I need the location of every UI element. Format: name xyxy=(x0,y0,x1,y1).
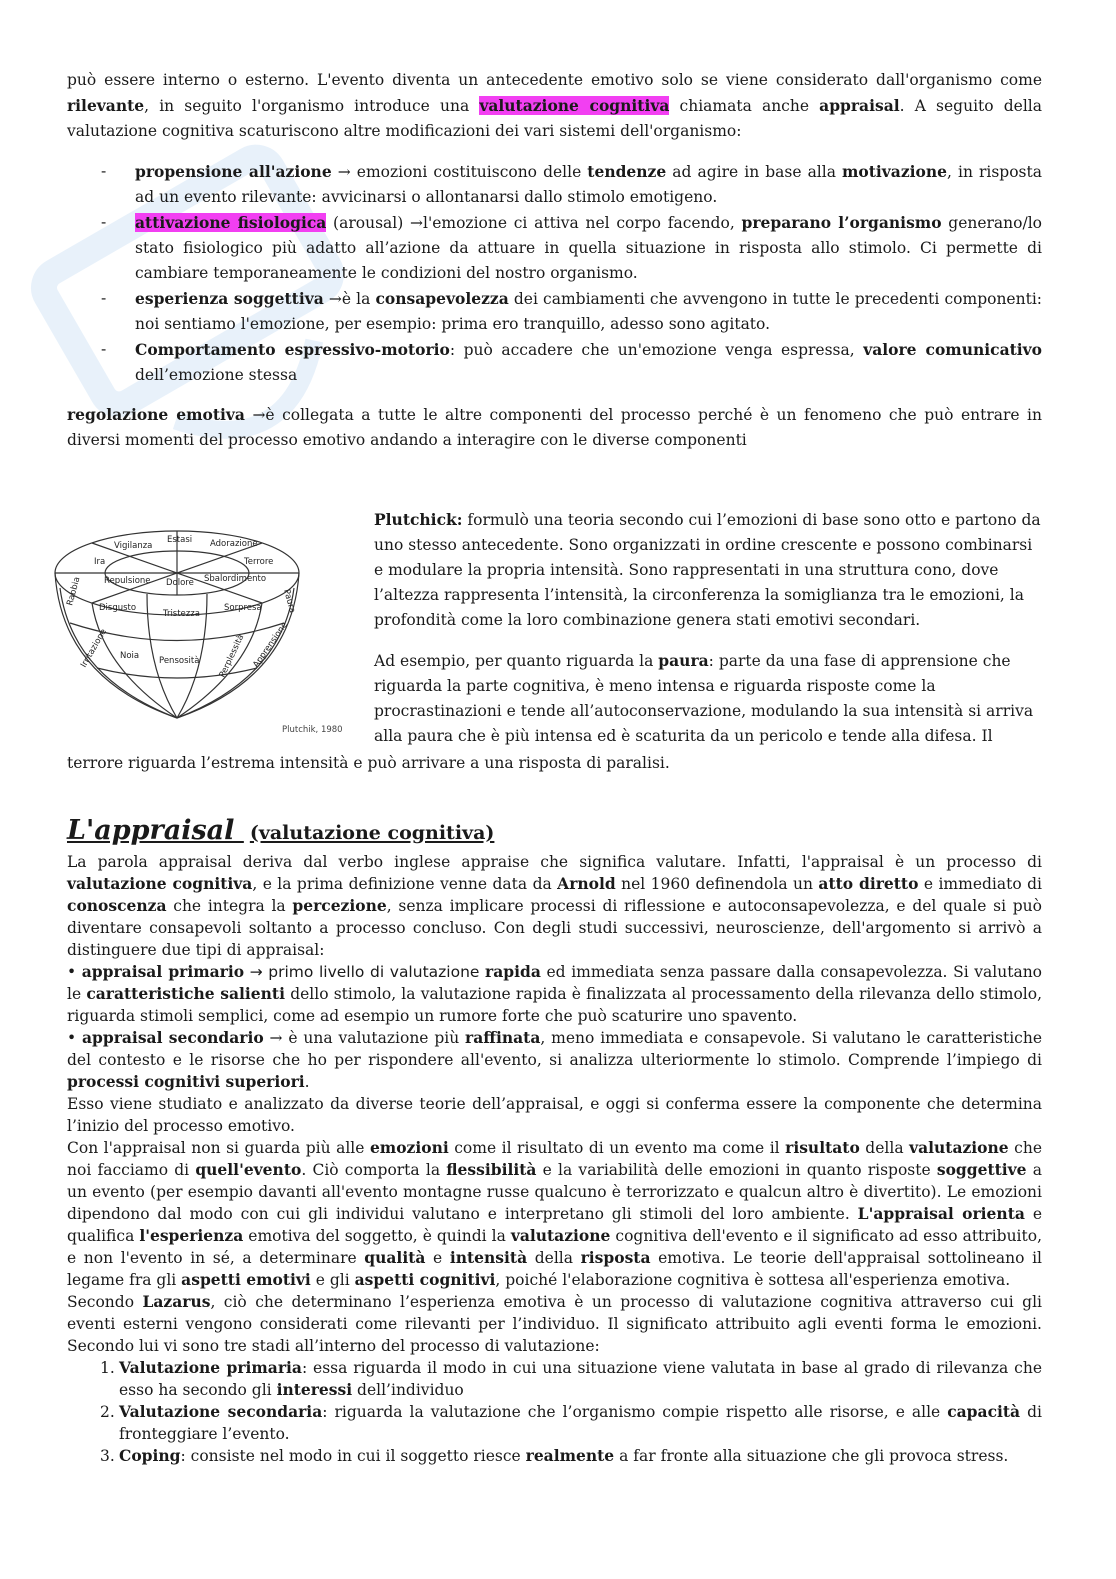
text-span: che integra la xyxy=(166,897,293,915)
text-span: può essere interno o esterno. L'evento diventa un antecedente emotivo solo se viene considerato dall'organismo come xyxy=(67,71,1042,89)
list-item xyxy=(67,1401,1042,1445)
text-span: Con l'appraisal non si guarda più alle xyxy=(67,1139,370,1157)
text-span: e la variabilità delle emozioni in quanto risposte xyxy=(536,1161,937,1179)
bold-term: Coping xyxy=(119,1446,181,1465)
list-item xyxy=(67,210,1042,286)
text-span: come il risultato di un evento ma come il xyxy=(448,1139,786,1157)
text-span: Secondo xyxy=(67,1293,143,1311)
text-span: → emozioni costituiscono delle xyxy=(331,163,588,181)
bold-term: appraisal secondario xyxy=(82,1028,264,1047)
bold-term: rapida xyxy=(485,962,541,981)
label-noia: Noia xyxy=(120,651,140,661)
bold-term: Valutazione primaria xyxy=(119,1358,302,1377)
bold-term: capacità xyxy=(947,1402,1021,1421)
text-span: . A seguito della valutazione cognitiva scaturiscono altre modificazioni dei vari sistemi dell'organismo: xyxy=(67,97,1043,140)
text-span: della xyxy=(527,1249,581,1267)
bold-term: regolazione emotiva xyxy=(67,405,245,424)
list-item xyxy=(67,286,1042,337)
plutchik-text xyxy=(374,507,1042,764)
bold-term: valutazione cognitiva xyxy=(67,874,253,893)
list-item xyxy=(67,1445,1042,1467)
text-span: e xyxy=(425,1249,450,1267)
label-ira: Ira xyxy=(94,557,106,567)
bold-term: valutazione xyxy=(909,1138,1009,1157)
bold-term: Lazarus xyxy=(142,1292,211,1311)
bold-term: risposta xyxy=(580,1248,651,1267)
label-dolore: Dolore xyxy=(166,578,194,588)
text-span: dello stimolo, la valutazione rapida è finalizzata al processamento della rilevanza dello stimolo, riguarda stimoli semplici, come ad esempio un rumore forte che può scaturire uno spavento. xyxy=(67,985,1043,1025)
bold-term: caratteristiche salienti xyxy=(86,984,285,1003)
list-number: 3. xyxy=(100,1447,115,1465)
text-span: , in seguito l'organismo introduce una xyxy=(144,97,480,115)
plutchik-continuation: terrore riguarda l’estrema intensità e può arrivare a una risposta di paralisi. xyxy=(67,754,670,772)
bold-term: risultato xyxy=(785,1138,860,1157)
bullet: • xyxy=(67,1029,82,1047)
text-span: nel 1960 definendola un xyxy=(615,875,819,893)
text-span: : consiste nel modo in cui il soggetto riesce xyxy=(180,1447,526,1465)
appraisal-paragraph xyxy=(67,1137,1042,1291)
text-span: emotiva. Le teorie dell'appraisal sottolineano il legame fra gli xyxy=(67,1249,1042,1289)
bold-term: processi cognitivi superiori xyxy=(67,1072,305,1091)
bold-term: rilevante xyxy=(67,96,145,115)
list-number: 1. xyxy=(100,1359,115,1377)
text-span: → primo livello di valutazione xyxy=(244,963,486,981)
list-dash: - xyxy=(101,162,107,180)
text-span: e immediato di xyxy=(918,875,1042,893)
text-span: : riguarda la valutazione che l’organismo compie rispetto alle risorse, e alle xyxy=(322,1403,948,1421)
text-span: cognitiva dell'evento e il significato ad esso attribuito, e non l'evento in sé, a determinare xyxy=(67,1227,1043,1267)
label-irritazione: Irritazione xyxy=(78,627,110,670)
list-dash: - xyxy=(101,289,107,307)
label-terrore: Terrore xyxy=(244,557,274,567)
bold-term: intensità xyxy=(449,1248,528,1267)
regolazione-paragraph xyxy=(67,402,1042,453)
bold-term: Comportamento espressivo-motorio xyxy=(135,340,450,359)
label-perplessita: Perplessità xyxy=(217,633,247,680)
label-adorazione: Adorazione xyxy=(210,539,258,549)
text-span: dell’individuo xyxy=(352,1381,464,1399)
text-span: ed immediata senza passare dalla consapevolezza. Si valutano le xyxy=(67,963,1043,1003)
label-estasi: Estasi xyxy=(167,535,193,545)
label-rabbia: Rabbia xyxy=(65,575,83,607)
appraisal-body xyxy=(67,851,1042,1467)
appraisal-paragraph xyxy=(67,851,1042,961)
components-list xyxy=(67,159,1042,388)
text-span: La parola appraisal deriva dal verbo inglese appraise che significa valutare. Infatti, l'appraisal è un processo di xyxy=(67,853,1042,871)
label-sorpresa: Sorpresa xyxy=(224,603,262,613)
plutchik-paragraph xyxy=(374,507,1042,633)
highlighted-term: valutazione cognitiva xyxy=(479,96,670,115)
bold-term: qualità xyxy=(364,1248,426,1267)
text-span: . xyxy=(304,1073,310,1091)
intro-paragraph xyxy=(67,68,1042,144)
text-span: a far fronte alla situazione che gli provoca stress. xyxy=(614,1447,1009,1465)
list-item xyxy=(67,159,1042,210)
bold-term: aspetti emotivi xyxy=(181,1270,311,1289)
label-paura: Paura xyxy=(281,588,297,615)
label-repulsione: Repulsione xyxy=(104,576,151,586)
diagram-caption: Plutchik, 1980 xyxy=(282,725,343,735)
plutchik-example xyxy=(374,648,1042,749)
bold-term: Plutchick: xyxy=(374,510,463,529)
bold-term: propensione all'azione xyxy=(135,162,332,181)
text-span: : parte da una fase di apprensione che riguarda la parte cognitiva, è meno intensa e riguarda risposte come la procrastinazioni e tende all’autoconservazione, modulando la sua intensità si arriva alla paura che è più intensa ed è scaturita da un pericolo e tende alla difesa. Il xyxy=(374,652,1034,745)
text-span: →è la xyxy=(323,290,376,308)
text-span: ad agire in base alla xyxy=(666,163,843,181)
text-span: , e la prima definizione venne data da xyxy=(252,875,558,893)
list-dash: - xyxy=(101,213,107,231)
text-span: , in risposta ad un evento rilevante: avvicinarsi o allontanarsi dallo stimolo emotigeno. xyxy=(135,163,1042,206)
lazarus-paragraph xyxy=(67,1291,1042,1357)
text-span: (arousal) →l'emozione ci attiva nel corpo facendo, xyxy=(326,214,742,232)
label-tristezza: Tristezza xyxy=(163,609,200,619)
list-dash: - xyxy=(101,340,107,358)
lazarus-stages-list xyxy=(67,1357,1042,1467)
appraisal-primario xyxy=(67,961,1042,1027)
text-span: → è una valutazione più xyxy=(263,1029,466,1047)
bold-term: quell'evento xyxy=(195,1160,302,1179)
text-span: , poiché l'elaborazione cognitiva è sottesa all'esperienza emotiva. xyxy=(495,1271,1011,1289)
bold-term: paura xyxy=(658,651,709,670)
text-span: dell’emozione stessa xyxy=(135,366,298,384)
text-span: , meno immediata e consapevole. Si valutano le caratteristiche del contesto e le risorse che ho per rispondere all'evento, si analizza ulteriormente lo stimolo. Comprende l’impiego di xyxy=(67,1029,1042,1069)
list-item xyxy=(67,1357,1042,1401)
text-span: a un evento (per esempio davanti all'evento montagne russe qualcuno è terrorizzato e qualcun altro è divertito). Le emozioni dipendono dal modo con cui gli individui valutano e interpretano gli stimoli del loro ambiente. xyxy=(67,1161,1042,1223)
bold-term: conoscenza xyxy=(67,896,167,915)
bold-term: L'appraisal orienta xyxy=(857,1204,1025,1223)
text-span: , ciò che determinano l’esperienza emotiva è un processo di valutazione cognitiva attraverso cui gli eventi esterni vengono considerati come rilevanti per l’individuo. Il significato attribuito agli eventi forma le emozioni. Secondo lui vi sono tre stadi all’interno del processo di valutazione: xyxy=(67,1293,1043,1355)
text-span: e qualifica xyxy=(67,1205,1042,1245)
text-span: : essa riguarda il modo in cui una situazione viene valutata in base al grado di rilevanza che esso ha secondo gli xyxy=(119,1359,1042,1399)
bold-term: l'esperienza xyxy=(139,1226,244,1245)
bold-term: motivazione xyxy=(842,162,948,181)
text-span: Ad esempio, per quanto riguarda la xyxy=(374,652,659,670)
heading-subtitle: (valutazione cognitiva) xyxy=(249,822,495,844)
bold-term: Arnold xyxy=(557,874,616,893)
bold-term: appraisal xyxy=(819,96,900,115)
text-span: formulò una teoria secondo cui l’emozioni di base sono otto e partono da uno stesso antecedente. Sono organizzati in ordine crescente e possono combinarsi e modulare la propria intensità. Sono rappresentati in una struttura cono, dove l’altezza rappresenta l’intensità, la circonferenza la somiglianza tra le emozioni, la profondità come la loro combinazione genera stati emotivi secondari. xyxy=(374,511,1041,629)
bold-term: preparano l’organismo xyxy=(741,213,942,232)
bold-term: interessi xyxy=(276,1380,353,1399)
bullet: • xyxy=(67,963,82,981)
plutchik-cone-diagram xyxy=(52,518,357,743)
bold-term: flessibilità xyxy=(446,1160,537,1179)
text-span: generano/lo stato fisiologico più adatto all’azione da attuare in quella situazione in risposta allo stimolo. Ci permette di cambiare temporaneamente le condizioni del nostro organismo. xyxy=(135,214,1043,282)
label-vigilanza: Vigilanza xyxy=(114,541,153,551)
bold-term: Valutazione secondaria xyxy=(119,1402,323,1421)
bold-term: tendenze xyxy=(587,162,667,181)
text-span: emotiva del soggetto, è quindi la xyxy=(243,1227,511,1245)
appraisal-secondario xyxy=(67,1027,1042,1093)
text-span: . Ciò comporta la xyxy=(301,1161,447,1179)
bold-term: percezione xyxy=(292,896,387,915)
bold-term: appraisal primario xyxy=(81,962,245,981)
bold-term: soggettive xyxy=(936,1160,1027,1179)
text-span: di fronteggiare l’evento. xyxy=(119,1403,1042,1443)
text-span: e gli xyxy=(310,1271,355,1289)
text-span: : può accadere che un'emozione venga espressa, xyxy=(449,341,864,359)
heading-title: L'appraisal xyxy=(67,815,244,846)
highlighted-term: attivazione fisiologica xyxy=(135,213,327,232)
label-sbalordimento: Sbalordimento xyxy=(204,574,267,584)
text-span: dei cambiamenti che avvengono in tutte le precedenti componenti: noi sentiamo l'emozione, per esempio: prima ero tranquillo, adesso sono agitato. xyxy=(135,290,1042,333)
bold-term: esperienza soggettiva xyxy=(135,289,324,308)
label-disgusto: Disgusto xyxy=(99,603,137,613)
bold-term: aspetti cognitivi xyxy=(354,1270,496,1289)
label-apprensione: Apprensione xyxy=(251,620,290,670)
bold-term: valutazione xyxy=(510,1226,611,1245)
text-span: della xyxy=(859,1139,910,1157)
text-span: chiamata anche xyxy=(669,97,820,115)
bold-term: emozioni xyxy=(369,1138,449,1157)
bold-term: consapevolezza xyxy=(375,289,509,308)
bold-term: valore comunicativo xyxy=(863,340,1042,359)
bold-term: raffinata xyxy=(465,1028,541,1047)
list-item xyxy=(67,337,1042,388)
bold-term: realmente xyxy=(525,1446,615,1465)
appraisal-paragraph: Esso viene studiato e analizzato da diverse teorie dell’appraisal, e oggi si conferma essere la componente che determina l’inizio del processo emotivo. xyxy=(67,1095,1042,1135)
text-span: →è collegata a tutte le altre componenti del processo perché è un fenomeno che può entrare in diversi momenti del processo emotivo andando a interagire con le diverse componenti xyxy=(67,406,1042,449)
text-span: , senza implicare processi di riflessione e autoconsapevolezza, e del quale si può diventare consapevoli soltanto a processo concluso. Con degli studi successivi, neuroscienze, dell'argomento si arrivò a distinguere due tipi di appraisal: xyxy=(67,897,1042,959)
text-span: che noi facciamo di xyxy=(67,1139,1043,1179)
section-heading xyxy=(67,815,494,846)
label-pensosita: Pensosità xyxy=(159,656,200,666)
bold-term: atto diretto xyxy=(818,874,919,893)
list-number: 2. xyxy=(100,1403,115,1421)
